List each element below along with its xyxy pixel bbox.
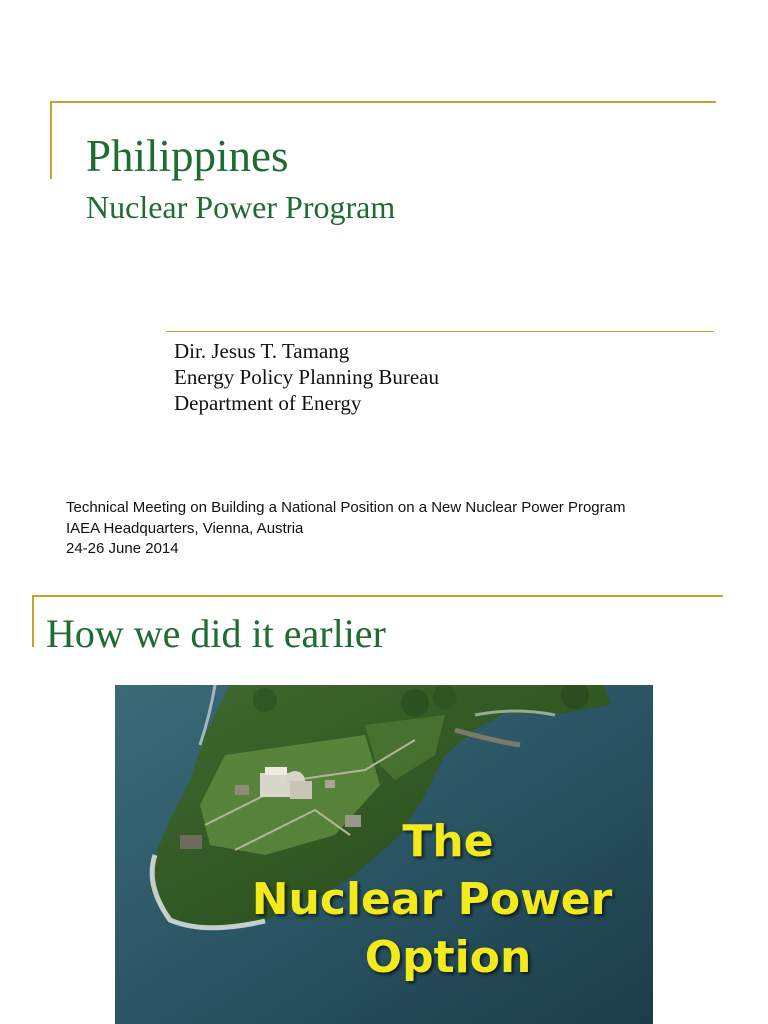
heading-left-rule [32, 595, 34, 647]
meeting-event: Technical Meeting on Building a National Position on a New Nuclear Power Program [66, 499, 626, 516]
meeting-info [66, 498, 625, 560]
title-left-rule [50, 101, 52, 179]
presenter-block [174, 338, 439, 416]
presenter-department: Department of Energy [174, 391, 362, 415]
presenter-rule [166, 331, 714, 332]
photo-overlay-text [115, 813, 653, 987]
overlay-line-1: The [402, 816, 494, 867]
presenter-bureau: Energy Policy Planning Bureau [174, 365, 439, 389]
aerial-plant-photo [115, 685, 653, 1024]
meeting-date: 24-26 June 2014 [66, 540, 179, 557]
overlay-line-2: Nuclear Power [251, 874, 613, 925]
slide-heading: How we did it earlier [46, 611, 386, 656]
content-slide [0, 590, 768, 1024]
title-top-rule [50, 101, 716, 103]
slide-title: Philippines [86, 131, 289, 181]
slide-subtitle: Nuclear Power Program [86, 189, 396, 225]
presenter-name: Dir. Jesus T. Tamang [174, 339, 350, 363]
meeting-venue: IAEA Headquarters, Vienna, Austria [66, 519, 304, 537]
heading-top-rule [32, 595, 723, 597]
overlay-line-3: Option [364, 932, 532, 983]
